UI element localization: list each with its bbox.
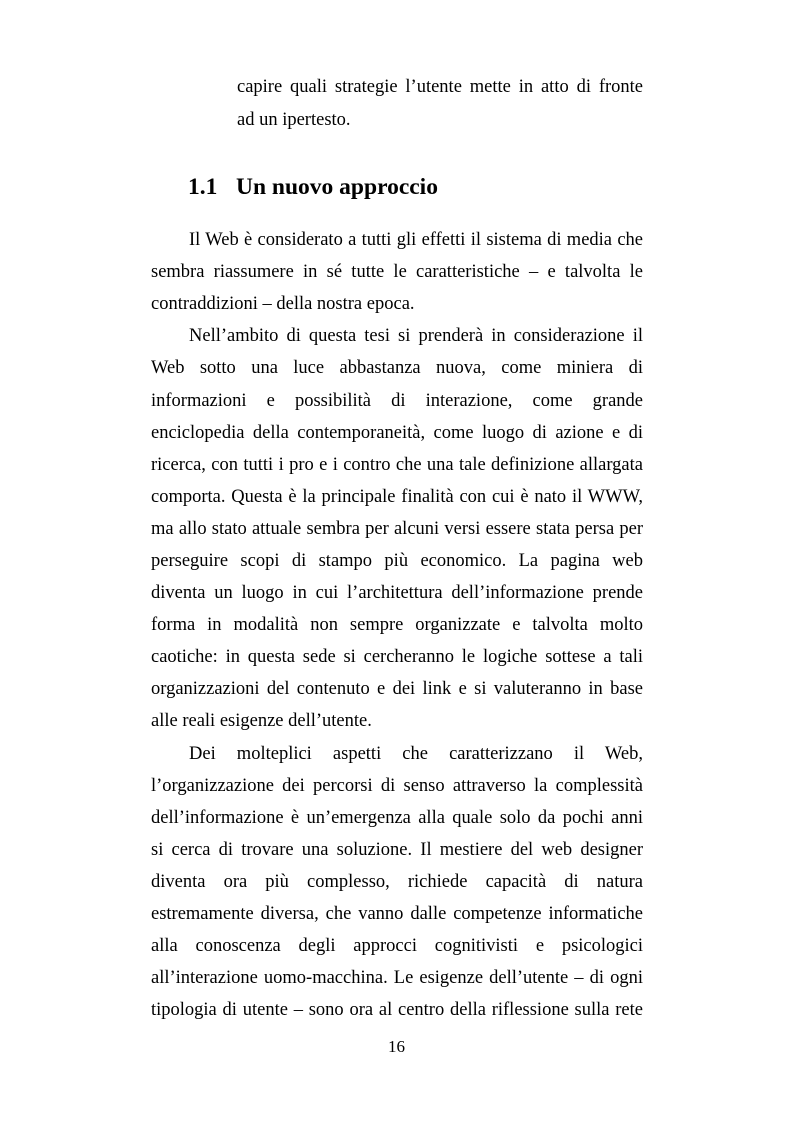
paragraph-line: diventa ora più complesso, richiede capacità di natura xyxy=(151,872,643,892)
paragraph-line: forma in modalità non sempre organizzate e talvolta molto xyxy=(151,615,643,635)
paragraph-line: ma allo stato attuale sembra per alcuni versi essere stata persa per xyxy=(151,519,643,539)
quote-line: ad un ipertesto. xyxy=(237,110,351,130)
paragraph-line: sembra riassumere in sé tutte le caratteristiche – e talvolta le xyxy=(151,262,643,282)
section-heading xyxy=(188,173,438,201)
paragraph-line: diventa un luogo in cui l’architettura dell’informazione prende xyxy=(151,583,643,603)
paragraph-line: alla conoscenza degli approcci cognitivisti e psicologici xyxy=(151,936,643,956)
paragraph-line: alle reali esigenze dell’utente. xyxy=(151,711,372,731)
section-title: Un nuovo approccio xyxy=(236,174,438,200)
quote-line: capire quali strategie l’utente mette in atto di fronte xyxy=(237,77,643,97)
paragraph-line: Dei molteplici aspetti che caratterizzano il Web, xyxy=(189,744,643,764)
paragraph-line: Web sotto una luce abbastanza nuova, come miniera di xyxy=(151,358,643,378)
section-number: 1.1 xyxy=(188,174,218,200)
paragraph-line: estremamente diversa, che vanno dalle competenze informatiche xyxy=(151,904,643,924)
paragraph-line: informazioni e possibilità di interazione, come grande xyxy=(151,391,643,411)
paragraph-line: all’interazione uomo-macchina. Le esigenze dell’utente – di ogni xyxy=(151,968,643,988)
paragraph-line: dell’informazione è un’emergenza alla quale solo da pochi anni xyxy=(151,808,643,828)
paragraph-line: enciclopedia della contemporaneità, come luogo di azione e di xyxy=(151,423,643,443)
paragraph-line: Il Web è considerato a tutti gli effetti il sistema di media che xyxy=(189,230,643,250)
paragraph-line: l’organizzazione dei percorsi di senso attraverso la complessità xyxy=(151,776,643,796)
paragraph-line: tipologia di utente – sono ora al centro della riflessione sulla rete xyxy=(151,1000,643,1020)
paragraph-line: perseguire scopi di stampo più economico. La pagina web xyxy=(151,551,643,571)
paragraph-line: ricerca, con tutti i pro e i contro che una tale definizione allargata xyxy=(151,455,643,475)
paragraph-line: contraddizioni – della nostra epoca. xyxy=(151,294,415,314)
paragraph-line: comporta. Questa è la principale finalità con cui è nato il WWW, xyxy=(151,487,643,507)
paragraph-line: si cerca di trovare una soluzione. Il mestiere del web designer xyxy=(151,840,643,860)
paragraph-line: organizzazioni del contenuto e dei link e si valuteranno in base xyxy=(151,679,643,699)
paragraph-line: caotiche: in questa sede si cercheranno le logiche sottese a tali xyxy=(151,647,643,667)
page-number: 16 xyxy=(388,1037,405,1056)
paragraph-line: Nell’ambito di questa tesi si prenderà in considerazione il xyxy=(189,326,643,346)
